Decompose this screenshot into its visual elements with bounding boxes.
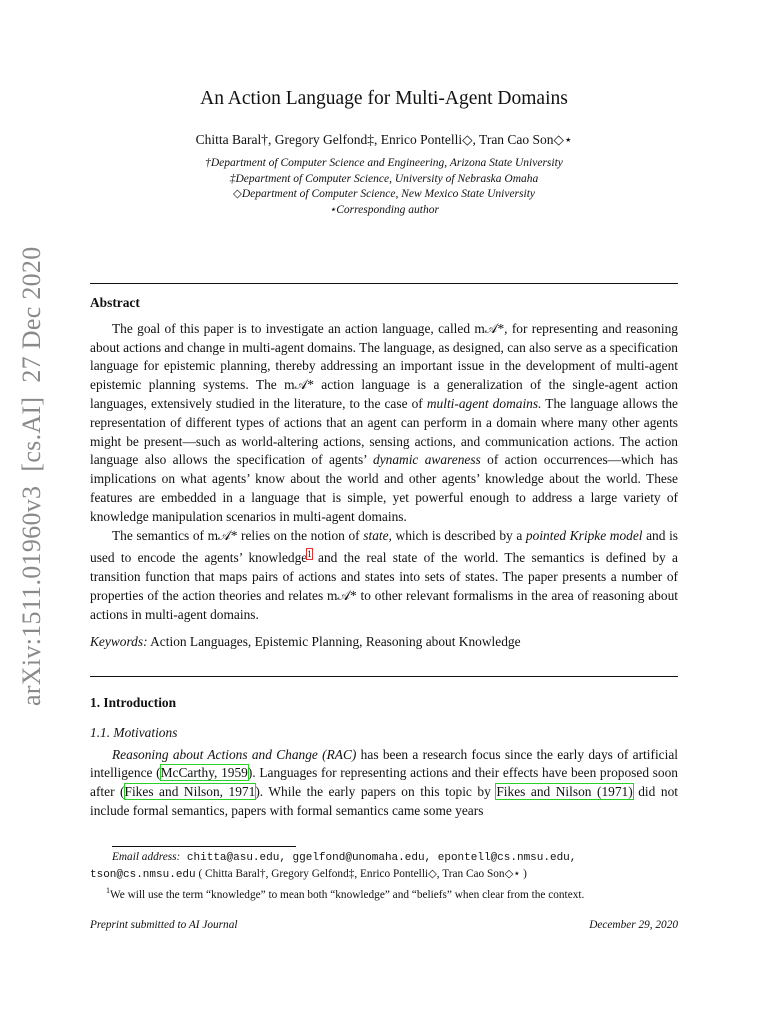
footnote-rule <box>112 846 296 847</box>
keywords <box>90 633 678 652</box>
keywords-list: Action Languages, Epistemic Planning, Reasoning about Knowledge <box>147 633 521 649</box>
abstract-paragraph-1: The goal of this paper is to investigate an action language, called m𝒜*, for representing and reasoning about actions and change in multi-agent domains. The language, as designed, can also serve as a specification language for epistemic planning, thereby addressing an important issue in the development of multi-agent epistemic planning systems. The m𝒜* action language is a generalization of the single-agent action languages, extensively studied in the literature, to the case of multi-agent domains. The language allows the representation of different types of actions that an agent can perform in a domain where many other agents might be present—such as world-altering actions, sensing actions, and communication actions. The action language also allows the specification of agents’ dynamic awareness of action occurrences—which has implications on what agents’ know about the world and other agents’ knowledge about the world. These features are embedded in a language that is simple, yet powerful enough to address a large variety of knowledge manipulation scenarios in multi-agent domains. <box>90 320 678 524</box>
preprint-date: December 29, 2020 <box>589 919 678 931</box>
introduction-heading: 1. Introduction <box>90 695 177 710</box>
motivations-heading: 1.1. Motivations <box>90 724 178 740</box>
footnotes <box>90 850 678 903</box>
email-label: Email address: <box>112 851 181 863</box>
paper-title: An Action Language for Multi-Agent Domains <box>200 88 568 109</box>
author-list: Chitta Baral†, Gregory Gelfond‡, Enrico Pontelli◇, Tran Cao Son◇⋆ <box>195 132 573 147</box>
abstract-paragraph-2: The semantics of m𝒜* relies on the notion of state, which is described by a pointed Kripke model and is used to encode the agents’ knowledge$^1$ and the real state of the world. The semantics is defined by a transition function that maps pairs of actions and states into sets of states. The paper presents a number of properties of the action theories and relates m𝒜* to other relevant formalisms in the area of reasoning about actions in multi-agent domains. <box>90 527 679 622</box>
arxiv-id: arXiv:1511.01960v3 <box>17 485 46 706</box>
affiliations <box>90 156 678 218</box>
footnote-1-text: We will use the term “knowledge” to mean both “knowledge” and “beliefs” when clear from the context. <box>110 888 585 901</box>
affiliation-nmsu: ◇Department of Computer Science, New Mexico State University <box>232 188 535 201</box>
email-addresses: chitta@asu.edu, ggelfond@unomaha.edu, epontell@cs.nmsu.edu, tson@cs.nmsu.edu <box>90 852 577 881</box>
footnote-1-mark: 1 <box>106 886 110 895</box>
abstract-bottom-rule <box>90 676 678 677</box>
affiliation-asu: †Department of Computer Science and Engineering, Arizona State University <box>205 157 563 169</box>
citation-fikes-nilson-1971-textual-link[interactable]: Fikes and Nilson (1971) <box>496 784 633 800</box>
page-footer <box>90 919 678 931</box>
arxiv-date: 27 Dec 2020 <box>17 246 46 383</box>
citation-mccarthy-1959-link[interactable]: McCarthy, 1959 <box>160 765 248 781</box>
citation-fikes-nilson-1971-link[interactable]: Fikes and Nilson, 1971 <box>124 784 256 800</box>
affiliation-uno: ‡Department of Computer Science, University of Nebraska Omaha <box>229 172 539 185</box>
abstract-top-rule <box>90 283 678 284</box>
arxiv-category: [cs.AI] <box>17 396 46 472</box>
arxiv-stamp <box>17 232 47 706</box>
abstract-section <box>90 294 678 651</box>
introduction-section <box>90 694 678 821</box>
footnote-1 <box>90 883 678 903</box>
abstract-heading: Abstract <box>90 295 140 310</box>
preprint-note: Preprint submitted to AI Journal <box>90 919 238 931</box>
introduction-paragraph: Reasoning about Actions and Change (RAC) has been a research focus since the early days of artificial intelligence (McCarthy, 1959). Languages for representing actions and their effects have been proposed soon after (Fikes and Nilson, 1971). While the early papers on this topic by Fikes and Nilson (1971) did not include formal semantics, papers with formal semantics came some years <box>90 746 678 818</box>
email-owner-names: ( Chitta Baral†, Gregory Gelfond‡, Enrico Pontelli◇, Tran Cao Son◇⋆ ) <box>195 867 527 880</box>
corresponding-author-note: ⋆Corresponding author <box>329 203 439 216</box>
title-block <box>90 88 678 218</box>
keywords-label: Keywords: <box>90 633 148 649</box>
footnote-ref-1-link[interactable]: 1 <box>307 549 312 560</box>
email-footnote <box>90 850 678 883</box>
